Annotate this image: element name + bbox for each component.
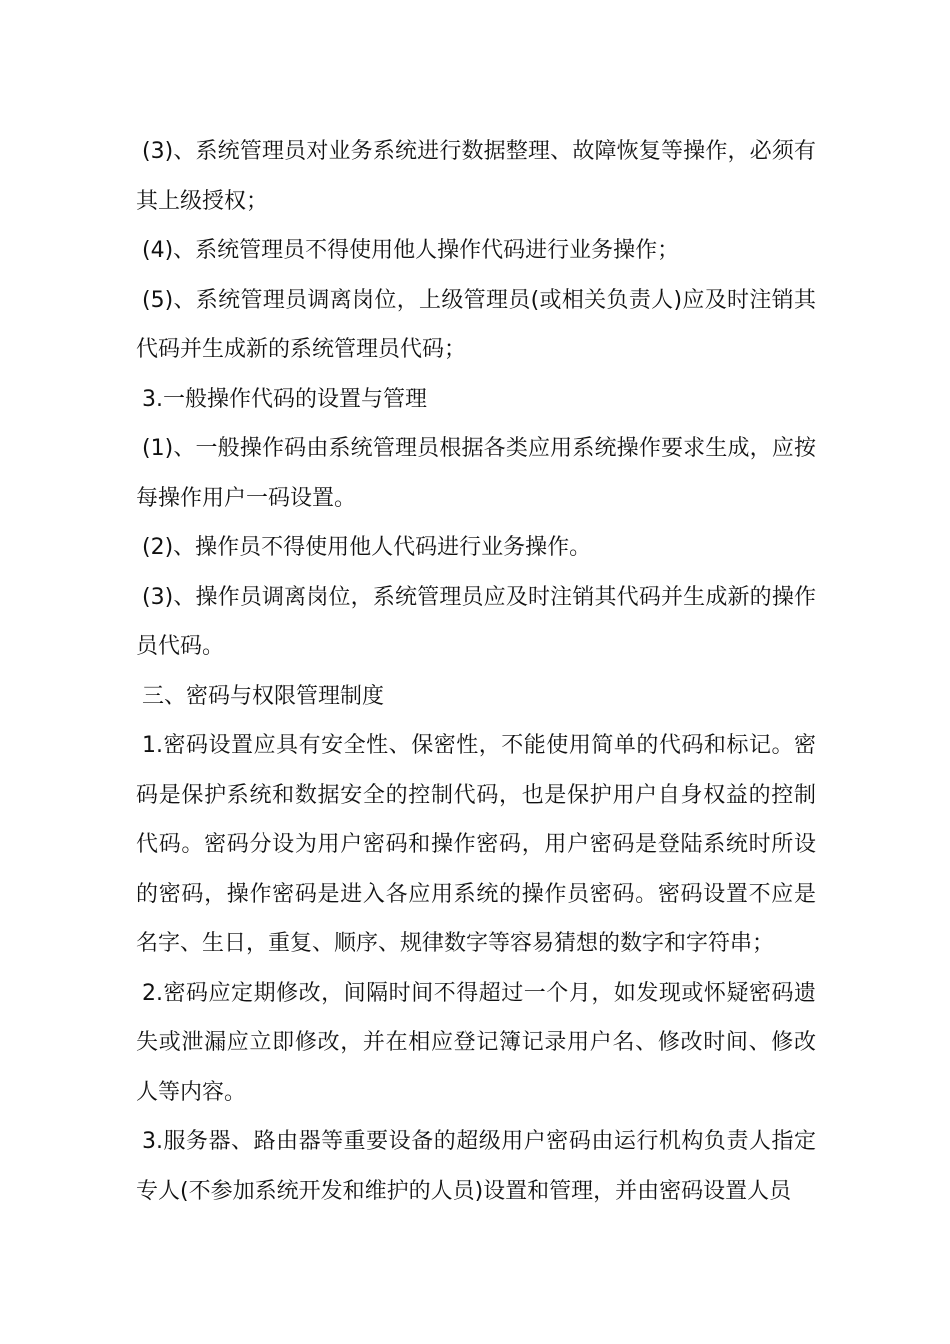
paragraph-password-security: 1.密码设置应具有安全性、保密性，不能使用简单的代码和标记。密码是保护系统和数据安全的控制代码，也是保护用户自身权益的控制代码。密码分设为用户密码和操作密码，用户密码是登陆系统时所设的密码，操作密码是进入各应用系统的操作员密码。密码设置不应是名字、生日，重复、顺序、规律数字等容易猜想的数字和字符串； <box>136 733 816 956</box>
paragraph-superuser-password: 3.服务器、路由器等重要设备的超级用户密码由运行机构负责人指定专人(不参加系统开发和维护的人员)设置和管理，并由密码设置人员 <box>136 1129 816 1204</box>
paragraph-operation-code-generation: (1)、一般操作码由系统管理员根据各类应用系统操作要求生成，应按每操作用户一码设置。 <box>136 436 816 511</box>
paragraph-password-change: 2.密码应定期修改，间隔时间不得超过一个月，如发现或怀疑密码遗失或泄漏应立即修改，并在相应登记簿记录用户名、修改时间、修改人等内容。 <box>136 980 816 1105</box>
section-heading-operation-code: 3.一般操作代码的设置与管理 <box>142 386 427 412</box>
paragraph-sysadmin-authorization: (3)、系统管理员对业务系统进行数据整理、故障恢复等操作，必须有其上级授权； <box>136 139 816 214</box>
section-heading-password-policy: 三、密码与权限管理制度 <box>142 683 385 709</box>
paragraph-operator-transfer: (3)、操作员调离岗位，系统管理员应及时注销其代码并生成新的操作员代码。 <box>136 584 816 659</box>
paragraph-operator-no-others-code: (2)、操作员不得使用他人代码进行业务操作。 <box>142 535 592 560</box>
paragraph-sysadmin-transfer: (5)、系统管理员调离岗位，上级管理员(或相关负责人)应及时注销其代码并生成新的系统管理员代码； <box>136 287 816 362</box>
paragraph-sysadmin-no-others-code: (4)、系统管理员不得使用他人操作代码进行业务操作； <box>142 238 680 263</box>
document-body <box>136 127 816 1216</box>
